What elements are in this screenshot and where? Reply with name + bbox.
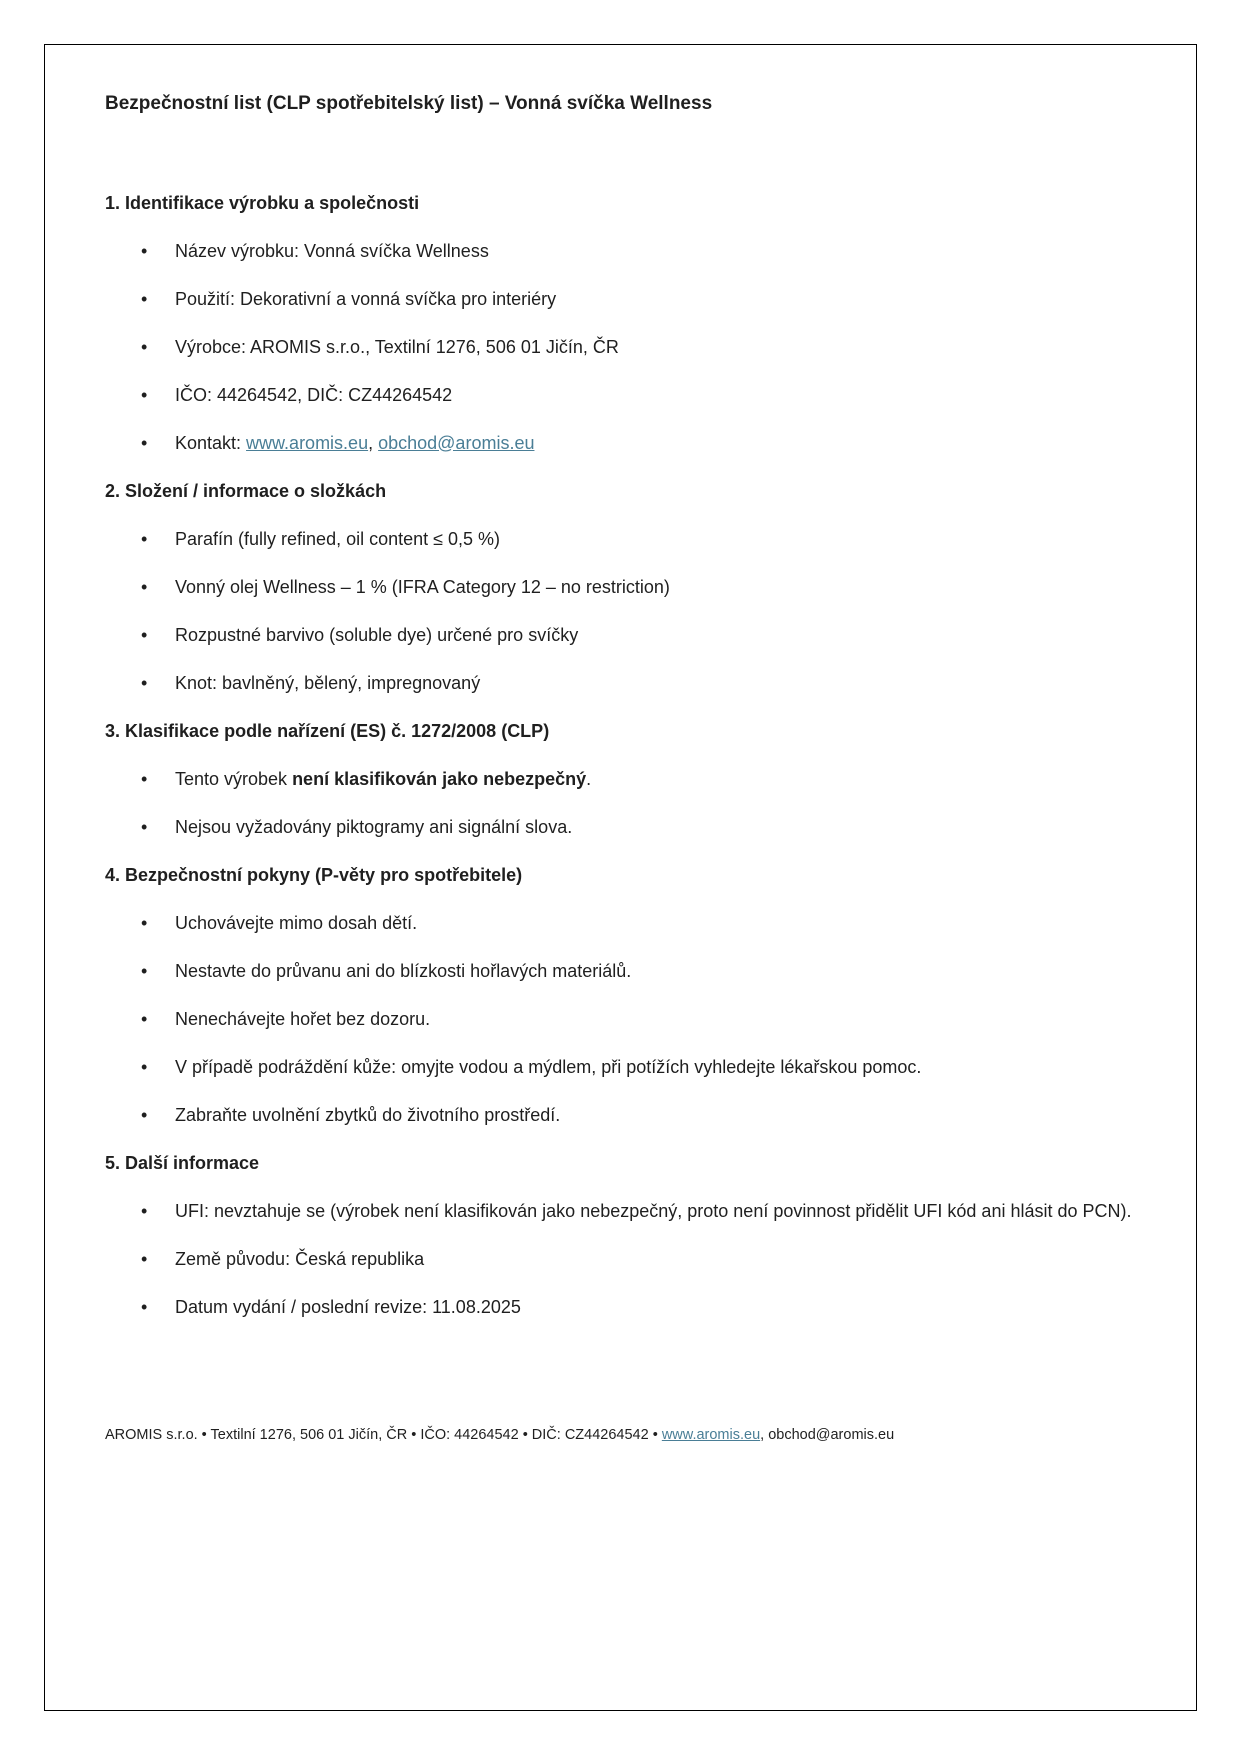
bullet-item [105,1246,1136,1273]
text-segment: Zabraňte uvolnění zbytků do životního prostředí. [175,1104,561,1125]
bullet-item [105,1102,1136,1129]
text-segment: Země původu: Česká republika [175,1248,425,1269]
bullet-item [105,622,1136,649]
bullet-item [105,766,1136,793]
text-segment: Knot: bavlněný, bělený, impregnovaný [175,672,481,693]
bullet-list [105,526,1136,697]
text-segment: Výrobce: AROMIS s.r.o., Textilní 1276, 506 01 Jičín, ČR [175,336,619,357]
bullet-list [105,766,1136,841]
section-heading: 3. Klasifikace podle nařízení (ES) č. 1272/2008 (CLP) [105,720,550,741]
text-segment: Tento výrobek [175,768,293,789]
text-segment: V případě podráždění kůže: omyjte vodou a mýdlem, při potížích vyhledejte lékařskou pomoc. [175,1056,922,1077]
bullet-item [105,1006,1136,1033]
document-sections [105,190,1136,1321]
text-segment: , obchod@aromis.eu [760,1426,895,1443]
bullet-item [105,814,1136,841]
text-segment: Parafín (fully refined, oil content ≤ 0,5 %) [175,528,501,549]
bullet-item [105,958,1136,985]
text-segment: Vonný olej Wellness – 1 % (IFRA Category 12 – no restriction) [175,576,670,597]
bullet-item [105,334,1136,361]
bullet-item [105,1054,1136,1081]
text-segment: Název výrobku: Vonná svíčka Wellness [175,240,489,261]
text-segment: . [586,768,592,789]
text-segment: Datum vydání / poslední revize: 11.08.2025 [175,1296,521,1317]
text-segment: IČO: 44264542, DIČ: CZ44264542 [175,384,453,405]
bullet-item [105,1294,1136,1321]
document-title: Bezpečnostní list (CLP spotřebitelský list) – Vonná svíčka Wellness [105,93,713,114]
bullet-item [105,382,1136,409]
text-segment: Použití: Dekorativní a vonná svíčka pro interiéry [175,288,557,309]
text-segment: Nenechávejte hořet bez dozoru. [175,1008,431,1029]
text-segment: UFI: nevztahuje se (výrobek není klasifikován jako nebezpečný, proto není povinnost přidělit UFI kód ani hlásit do PCN). [175,1200,1132,1221]
bullet-list [105,238,1136,457]
bullet-item [105,430,1136,457]
page-border-frame [44,44,1197,1711]
bullet-item [105,1198,1136,1225]
text-segment: Kontakt: [175,432,247,453]
hyperlink[interactable]: www.aromis.eu [661,1426,761,1443]
bullet-item [105,574,1136,601]
section-heading: 5. Další informace [105,1152,260,1173]
text-segment: Nestavte do průvanu ani do blízkosti hořlavých materiálů. [175,960,632,981]
text-segment: Rozpustné barvivo (soluble dye) určené pro svíčky [175,624,579,645]
text-segment: Nejsou vyžadovány piktogramy ani signální slova. [175,816,573,837]
text-segment: AROMIS s.r.o. • Textilní 1276, 506 01 Jičín, ČR • IČO: 44264542 • DIČ: CZ44264542 • [105,1426,662,1443]
bullet-item [105,286,1136,313]
hyperlink[interactable]: www.aromis.eu [246,432,369,453]
bullet-item [105,910,1136,937]
footer [105,1425,1136,1445]
text-segment: Uchovávejte mimo dosah dětí. [175,912,418,933]
bullet-list [105,1198,1136,1321]
section-heading: 1. Identifikace výrobku a společnosti [105,192,420,213]
bullet-list [105,910,1136,1129]
hyperlink[interactable]: obchod@aromis.eu [378,432,535,453]
section-heading: 4. Bezpečnostní pokyny (P-věty pro spotřebitele) [105,864,523,885]
emphasis-text: není klasifikován jako nebezpečný [292,768,587,789]
section-heading: 2. Složení / informace o složkách [105,480,387,501]
text-segment: , [368,432,379,453]
bullet-item [105,238,1136,265]
bullet-item [105,526,1136,553]
bullet-item [105,670,1136,697]
